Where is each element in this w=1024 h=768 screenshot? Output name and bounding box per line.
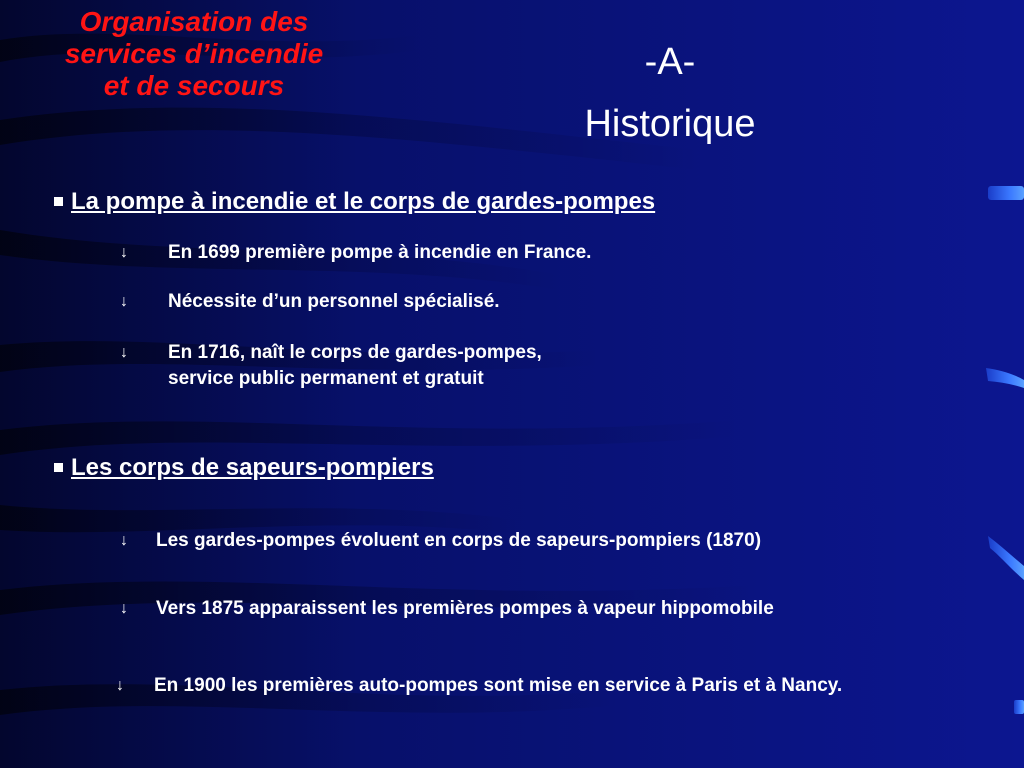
section-heading-sapeurs	[54, 454, 434, 482]
list-item	[120, 528, 761, 554]
organisation-title-line: services d’incendie	[64, 38, 324, 69]
down-arrow-icon: ↓	[120, 293, 128, 310]
list-item-text: Nécessite d’un personnel spécialisé.	[168, 291, 500, 312]
list-item	[120, 289, 500, 315]
list-item-text: Les gardes-pompes évoluent en corps de sapeurs-pompiers (1870)	[156, 530, 762, 551]
down-arrow-icon: ↓	[120, 532, 128, 549]
square-bullet-icon	[54, 463, 63, 472]
list-item-text: En 1699 première pompe à incendie en France.	[168, 242, 592, 263]
section-heading-text: La pompe à incendie et le corps de gardes-pompes	[71, 188, 656, 215]
section-heading-pompe	[54, 188, 655, 216]
list-item-text: En 1900 les premières auto-pompes sont mise en service à Paris et à Nancy.	[154, 675, 843, 696]
list-item-text: Vers 1875 apparaissent les premières pompes à vapeur hippomobile	[156, 598, 774, 619]
down-arrow-icon: ↓	[116, 677, 124, 694]
organisation-title-line: et de secours	[103, 70, 285, 101]
square-bullet-icon	[54, 197, 63, 206]
section-heading-text: Les corps de sapeurs-pompiers	[71, 454, 434, 481]
list-item-text: En 1716, naît le corps de gardes-pompes,	[168, 342, 542, 363]
down-arrow-icon: ↓	[120, 344, 128, 361]
list-item-text: service public permanent et gratuit	[168, 368, 484, 389]
organisation-title-line: Organisation des	[79, 6, 309, 37]
slide-title-letter: -A-	[644, 41, 696, 83]
down-arrow-icon: ↓	[120, 600, 128, 617]
down-arrow-icon: ↓	[120, 244, 128, 261]
list-item	[120, 596, 774, 622]
list-item	[120, 340, 542, 392]
slide-title-main: Historique	[584, 103, 756, 145]
list-item	[120, 240, 591, 266]
organisation-title	[14, 6, 374, 102]
slide-title	[520, 40, 820, 146]
list-item	[116, 673, 842, 699]
